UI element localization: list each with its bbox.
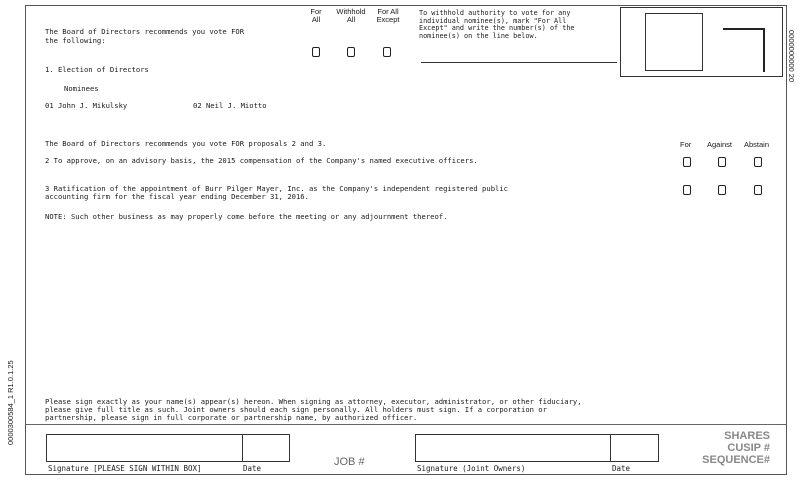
col-abstain-header: Abstain xyxy=(744,140,770,149)
recommend-text-1: The Board of Directors recommends you vote FOR xyxy=(45,27,245,36)
nominee-1: 01 John J. Mikulsky xyxy=(45,101,128,110)
proposal-2-text: 2 To approve, on an advisory basis, the 2015 compensation of the Company's named executive officers. xyxy=(45,156,478,165)
joint-signature-label: Signature (Joint Owners) xyxy=(417,464,526,473)
col-for-header: For xyxy=(680,140,692,149)
signature-label: Signature [PLEASE SIGN WITHIN BOX] xyxy=(48,464,202,473)
col-withhold-all-header: Withhold All xyxy=(336,7,366,24)
withhold-instructions: To withhold authority to vote for any individual nominee(s), mark "For All Except" and write the number(s) of the nominee(s) on the line below. xyxy=(419,9,575,40)
date-box[interactable] xyxy=(242,434,290,462)
p2-abstain-checkbox[interactable] xyxy=(754,157,762,167)
proposal-3-line1: 3 Ratification of the appointment of Burr Pilger Mayer, Inc. as the Company's independent registered public xyxy=(45,184,509,193)
joint-signature-box[interactable] xyxy=(415,434,611,462)
col-against-header: Against xyxy=(707,140,733,149)
col-for-all-except-header: For All Except xyxy=(376,7,400,24)
p2-for-checkbox[interactable] xyxy=(683,157,691,167)
nominees-label: Nominees xyxy=(64,84,99,93)
for-all-checkbox[interactable] xyxy=(312,47,320,57)
nominee-2: 02 Neil J. Miotto xyxy=(193,101,267,110)
p3-abstain-checkbox[interactable] xyxy=(754,185,762,195)
p3-for-checkbox[interactable] xyxy=(683,185,691,195)
sign-instructions: Please sign exactly as your name(s) appear(s) hereon. When signing as attorney, executor, administrator, or other fiduciary, please give full title as such. Joint owners should each sign personally. All holders must sign. If a corporation or partnership, please sign in full corporate or partnership name, by authorized officer. xyxy=(45,397,582,422)
barcode-square xyxy=(645,13,703,71)
signature-box[interactable] xyxy=(46,434,243,462)
corner-mark-v xyxy=(763,28,765,72)
recommend-text-2: the following: xyxy=(45,36,106,45)
joint-date-box[interactable] xyxy=(610,434,659,462)
job-number: JOB # xyxy=(334,456,365,468)
barcode-area xyxy=(620,7,783,77)
p3-against-checkbox[interactable] xyxy=(718,185,726,195)
joint-date-label: Date xyxy=(612,464,631,473)
proposal-3-line2: accounting firm for the fiscal year ending December 31, 2016. xyxy=(45,192,309,201)
proposals-recommend: The Board of Directors recommends you vote FOR proposals 2 and 3. xyxy=(45,139,327,148)
col-for-all-header: For All xyxy=(310,7,322,24)
signature-divider xyxy=(26,424,786,425)
note-text: NOTE: Such other business as may properly come before the meeting or any adjournment thereof. xyxy=(45,212,448,221)
election-title: 1. Election of Directors xyxy=(45,65,149,74)
date-label: Date xyxy=(243,464,262,473)
nominee-number-line[interactable] xyxy=(421,62,617,63)
withhold-all-checkbox[interactable] xyxy=(347,47,355,57)
corner-mark-h xyxy=(723,28,765,30)
right-margin-code: 0000000000 20 xyxy=(787,30,796,83)
left-margin-code: 0000300584_1 R1.0.1.25 xyxy=(6,360,15,445)
p2-against-checkbox[interactable] xyxy=(718,157,726,167)
shares-cusip-sequence: SHARES CUSIP # SEQUENCE# xyxy=(702,430,770,466)
for-all-except-checkbox[interactable] xyxy=(383,47,391,57)
